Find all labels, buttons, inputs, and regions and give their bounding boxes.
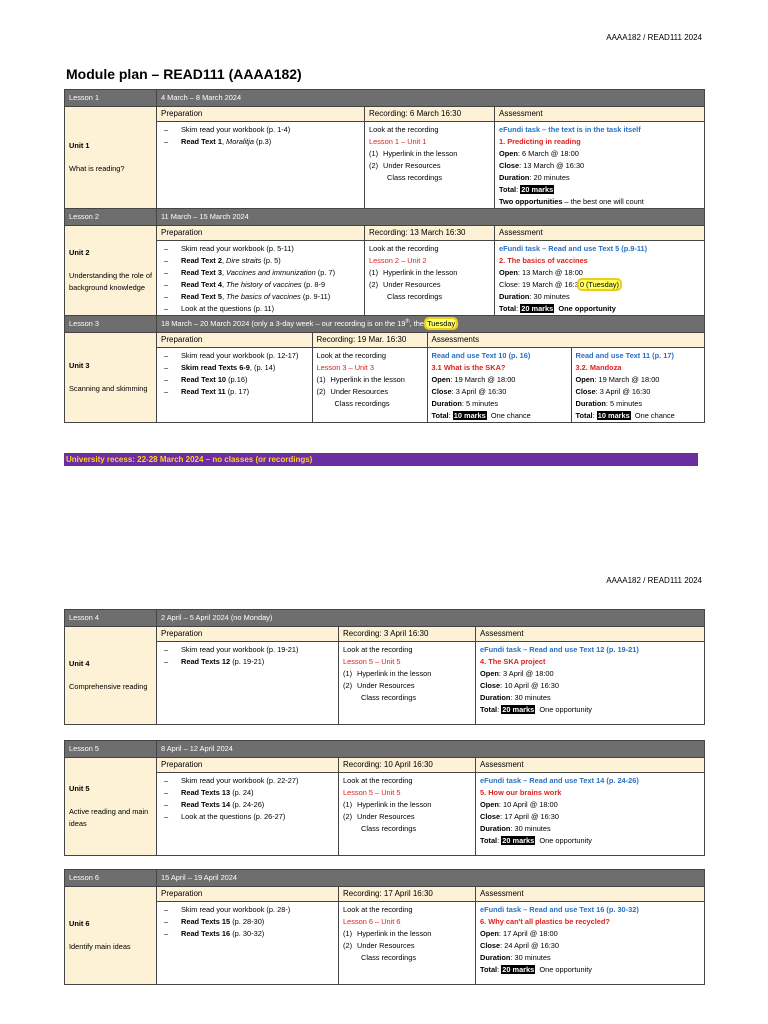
lesson-2-subheader <box>65 226 705 241</box>
lesson-dates: 15 April – 19 April 2024 <box>157 870 705 887</box>
duration: Duration: 30 minutes <box>480 824 551 833</box>
prep-item: – Skim read your workbook (p. 12-17) <box>161 350 308 362</box>
preparation-heading: Preparation <box>157 226 365 241</box>
total-marks: Total: 20 marks One opportunity <box>480 965 592 974</box>
prep-item: – Read Text 1, Moralitja (p.3) <box>161 136 360 148</box>
unit-title: Unit 1 <box>69 141 90 150</box>
total-marks: Total: 20 marks <box>499 185 554 194</box>
duration: Duration: 30 minutes <box>480 953 551 962</box>
opportunities: Two opportunities – the best one will count <box>499 197 644 206</box>
preparation-cell <box>157 642 339 725</box>
open-date: Open: 3 April @ 18:00 <box>480 669 554 678</box>
lesson-1-subheader <box>65 107 705 122</box>
open-date: Open: 17 April @ 18:00 <box>480 929 558 938</box>
recording-heading: Recording: 10 April 16:30 <box>339 758 476 773</box>
class-recordings: Class recordings <box>334 399 390 408</box>
university-recess-banner: University recess: 22-28 March 2024 – no classes (or recordings) <box>64 453 698 466</box>
assessments-heading: Assessments <box>427 333 704 348</box>
prep-item: – Read Text 3, Vaccines and immunization (p. 7) <box>161 267 360 279</box>
assessment-cell-2 <box>571 348 704 423</box>
class-recordings: Class recordings <box>361 953 417 962</box>
prep-item: – Read Text 5, The basics of vaccines (p. 9-11) <box>161 291 360 303</box>
unit-title: Unit 3 <box>69 361 90 370</box>
recording-lesson-link[interactable]: Lesson 3 – Unit 3 <box>316 363 375 372</box>
task-title: 3.1 What is the SKA? <box>431 363 506 372</box>
lesson-label: Lesson 5 <box>65 741 157 758</box>
preparation-cell <box>157 241 365 316</box>
lesson-dates: 8 April – 12 April 2024 <box>157 741 705 758</box>
unit-cell <box>65 333 157 423</box>
total-marks: Total: 20 marks One opportunity <box>480 705 592 714</box>
tuesday-highlight: 0 (Tuesday) <box>579 280 619 289</box>
close-date: Close: 13 March @ 16:30 <box>499 161 585 170</box>
look-at-recording: Look at the recording <box>316 351 386 360</box>
recording-heading: Recording: 17 April 16:30 <box>339 887 476 902</box>
assessment-heading: Assessment <box>476 758 705 773</box>
unit-cell <box>65 758 157 856</box>
efundi-task[interactable]: eFundi task – Read and use Text 5 (p.9-11) <box>499 244 648 253</box>
task-title: 1. Predicting in reading <box>499 137 581 146</box>
task-title: 6. Why can't all plastics be recycled? <box>480 917 610 926</box>
efundi-task[interactable]: Read and use Text 10 (p. 16) <box>431 351 531 360</box>
lesson-label: Lesson 3 <box>65 316 157 333</box>
lesson-dates: 11 March – 15 March 2024 <box>157 209 705 226</box>
close-date: Close: 10 April @ 16:30 <box>480 681 560 690</box>
resources-option: (2) Under Resources <box>343 941 415 950</box>
class-recordings: Class recordings <box>361 824 417 833</box>
prep-item: – Skim read your workbook (p. 1-4) <box>161 124 360 136</box>
prep-item: – Look at the questions (p. 26-27) <box>161 811 334 823</box>
unit-description: Understanding the role of background knowledge <box>69 271 152 292</box>
hyperlink-option: (1) Hyperlink in the lesson <box>343 669 432 678</box>
assessment-cell <box>495 122 705 209</box>
prep-item: – Read Texts 12 (p. 19-21) <box>161 656 334 668</box>
look-at-recording: Look at the recording <box>343 905 413 914</box>
total-marks: Total: 20 marks One opportunity <box>480 836 592 845</box>
recording-lesson-link[interactable]: Lesson 6 – Unit 6 <box>343 917 401 926</box>
unit-title: Unit 6 <box>69 919 90 928</box>
unit-cell <box>65 226 157 316</box>
recording-lesson-link[interactable]: Lesson 5 – Unit 5 <box>343 788 401 797</box>
open-date: Open: 6 March @ 18:00 <box>499 149 579 158</box>
task-title: 5. How our brains work <box>480 788 562 797</box>
resources-option: (2) Under Resources <box>343 681 415 690</box>
efundi-task[interactable]: eFundi task – Read and use Text 14 (p. 24-26) <box>480 776 639 785</box>
task-title: 2. The basics of vaccines <box>499 256 588 265</box>
assessment-heading: Assessment <box>476 627 705 642</box>
recording-cell <box>339 773 476 856</box>
preparation-cell <box>157 348 312 423</box>
resources-option: (2) Under Resources <box>369 161 441 170</box>
recording-heading: Recording: 3 April 16:30 <box>339 627 476 642</box>
hyperlink-option: (1) Hyperlink in the lesson <box>343 800 432 809</box>
unit-title: Unit 4 <box>69 659 90 668</box>
preparation-cell <box>157 122 365 209</box>
lesson-label: Lesson 6 <box>65 870 157 887</box>
recording-lesson-link[interactable]: Lesson 1 – Unit 1 <box>369 137 427 146</box>
assessment-heading: Assessment <box>495 107 705 122</box>
open-date: Open: 19 March @ 18:00 <box>431 375 516 384</box>
prep-item: – Skim read your workbook (p. 5-11) <box>161 243 360 255</box>
unit-cell <box>65 107 157 209</box>
lesson-2-body <box>65 241 705 316</box>
assessment-heading: Assessment <box>476 887 705 902</box>
recording-cell <box>312 348 427 423</box>
duration: Duration: 30 minutes <box>499 292 570 301</box>
tuesday-highlight: Tuesday <box>427 319 456 328</box>
unit-description: What is reading? <box>69 164 125 173</box>
lesson-4-table <box>64 609 705 725</box>
assessment-cell <box>476 773 705 856</box>
preparation-heading: Preparation <box>157 758 339 773</box>
lesson-3-inner <box>157 333 705 423</box>
recording-lesson-link[interactable]: Lesson 2 – Unit 2 <box>369 256 427 265</box>
prep-item: – Skim read your workbook (p. 22-27) <box>161 775 334 787</box>
open-date: Open: 13 March @ 18:00 <box>499 268 583 277</box>
unit-description: Identify main ideas <box>69 942 131 951</box>
duration: Duration: 30 minutes <box>480 693 551 702</box>
preparation-heading: Preparation <box>157 107 365 122</box>
page-header-code: AAAA182 / READ111 2024 <box>606 33 702 42</box>
total-marks: Total: 10 marks One chance <box>575 411 675 420</box>
unit-cell <box>65 627 157 725</box>
unit-cell <box>65 887 157 985</box>
close-date: Close: 19 March @ 16:30 (Tuesday) <box>499 280 619 289</box>
preparation-heading: Preparation <box>157 887 339 902</box>
prep-item: – Read Texts 15 (p. 28-30) <box>161 916 334 928</box>
efundi-task[interactable]: eFundi task – the text is in the task itself <box>499 125 641 134</box>
hyperlink-option: (1) Hyperlink in the lesson <box>369 149 458 158</box>
efundi-task[interactable]: eFundi task – Read and use Text 16 (p. 30-32) <box>480 905 639 914</box>
prep-item: – Read Texts 16 (p. 30-32) <box>161 928 334 940</box>
task-title: 3.2. Mandoza <box>575 363 622 372</box>
recording-cell <box>365 241 495 316</box>
total-marks: Total: 10 marks One chance <box>431 411 531 420</box>
close-date: Close: 24 April @ 16:30 <box>480 941 560 950</box>
hyperlink-option: (1) Hyperlink in the lesson <box>316 375 405 384</box>
duration: Duration: 20 minutes <box>499 173 570 182</box>
look-at-recording: Look at the recording <box>369 125 439 134</box>
lesson-label: Lesson 4 <box>65 610 157 627</box>
prep-item: – Read Text 10 (p.16) <box>161 374 308 386</box>
assessment-cell-1 <box>427 348 571 423</box>
assessment-cell <box>476 642 705 725</box>
class-recordings: Class recordings <box>387 292 443 301</box>
assessment-cell <box>495 241 705 316</box>
preparation-cell <box>157 902 339 985</box>
resources-option: (2) Under Resources <box>369 280 441 289</box>
prep-item: – Skim read Texts 6-9, (p. 14) <box>161 362 308 374</box>
recording-lesson-link[interactable]: Lesson 5 – Unit 5 <box>343 657 401 666</box>
unit-description: Active reading and main ideas <box>69 807 149 828</box>
prep-item: – Skim read your workbook (p. 19-21) <box>161 644 334 656</box>
prep-item: – Read Text 11 (p. 17) <box>161 386 308 398</box>
recording-heading: Recording: 19 Mar. 16:30 <box>312 333 427 348</box>
open-date: Open: 10 April @ 18:00 <box>480 800 558 809</box>
hyperlink-option: (1) Hyperlink in the lesson <box>343 929 432 938</box>
lesson-dates: 2 April – 5 April 2024 (no Monday) <box>157 610 705 627</box>
recording-cell <box>339 642 476 725</box>
lesson-1-body <box>65 122 705 209</box>
unit-title: Unit 5 <box>69 784 90 793</box>
page-header-code: AAAA182 / READ111 2024 <box>606 576 702 585</box>
efundi-task[interactable]: Read and use Text 11 (p. 17) <box>575 351 674 360</box>
lesson-label: Lesson 2 <box>65 209 157 226</box>
hyperlink-option: (1) Hyperlink in the lesson <box>369 268 458 277</box>
resources-option: (2) Under Resources <box>343 812 415 821</box>
lesson-dates: 18 March – 20 March 2024 (only a 3-day week – our recording is on the 19th, the Tuesday) <box>157 316 705 333</box>
look-at-recording: Look at the recording <box>369 244 439 253</box>
lesson-3-content <box>65 333 705 423</box>
prep-item: – Skim read your workbook (p. 28-) <box>161 904 334 916</box>
unit-title: Unit 2 <box>69 248 90 257</box>
prep-item: – Read Text 4, The history of vaccines (p. 8-9 <box>161 279 360 291</box>
unit-description: Scanning and skimming <box>69 384 148 393</box>
class-recordings: Class recordings <box>387 173 443 182</box>
lesson-2-header <box>65 209 705 226</box>
prep-item: – Read Texts 14 (p. 24-26) <box>161 799 334 811</box>
duration: Duration: 5 minutes <box>575 399 643 408</box>
lesson-label: Lesson 1 <box>65 90 157 107</box>
preparation-heading: Preparation <box>157 627 339 642</box>
lesson-6-table <box>64 869 705 985</box>
recording-heading: Recording: 6 March 16:30 <box>365 107 495 122</box>
open-date: Open: 19 March @ 18:00 <box>575 375 660 384</box>
duration: Duration: 5 minutes <box>431 399 499 408</box>
task-title: 4. The SKA project <box>480 657 546 666</box>
prep-item: – Look at the questions (p. 11) <box>161 303 360 315</box>
efundi-task[interactable]: eFundi task – Read and use Text 12 (p. 19-21) <box>480 645 639 654</box>
class-recordings: Class recordings <box>361 693 417 702</box>
prep-item: – Read Text 2, Dire straits (p. 5) <box>161 255 360 267</box>
lesson-1-header <box>65 90 705 107</box>
module-plan-table-1 <box>64 89 705 423</box>
lesson-dates: 4 March – 8 March 2024 <box>157 90 705 107</box>
recording-cell <box>339 902 476 985</box>
close-date: Close: 3 April @ 16:30 <box>431 387 507 396</box>
close-date: Close: 3 April @ 16:30 <box>575 387 651 396</box>
preparation-cell <box>157 773 339 856</box>
recording-heading: Recording: 13 March 16:30 <box>365 226 495 241</box>
assessment-cell <box>476 902 705 985</box>
preparation-heading: Preparation <box>157 333 312 348</box>
lesson-5-table <box>64 740 705 856</box>
total-marks: Total: 20 marks One opportunity <box>499 304 616 313</box>
unit-description: Comprehensive reading <box>69 682 148 691</box>
resources-option: (2) Under Resources <box>316 387 389 396</box>
recording-cell <box>365 122 495 209</box>
look-at-recording: Look at the recording <box>343 776 413 785</box>
look-at-recording: Look at the recording <box>343 645 413 654</box>
assessment-heading: Assessment <box>495 226 705 241</box>
close-date: Close: 17 April @ 16:30 <box>480 812 560 821</box>
lesson-3-header <box>65 316 705 333</box>
prep-item: – Read Texts 13 (p. 24) <box>161 787 334 799</box>
page-title: Module plan – READ111 (AAAA182) <box>66 66 302 82</box>
